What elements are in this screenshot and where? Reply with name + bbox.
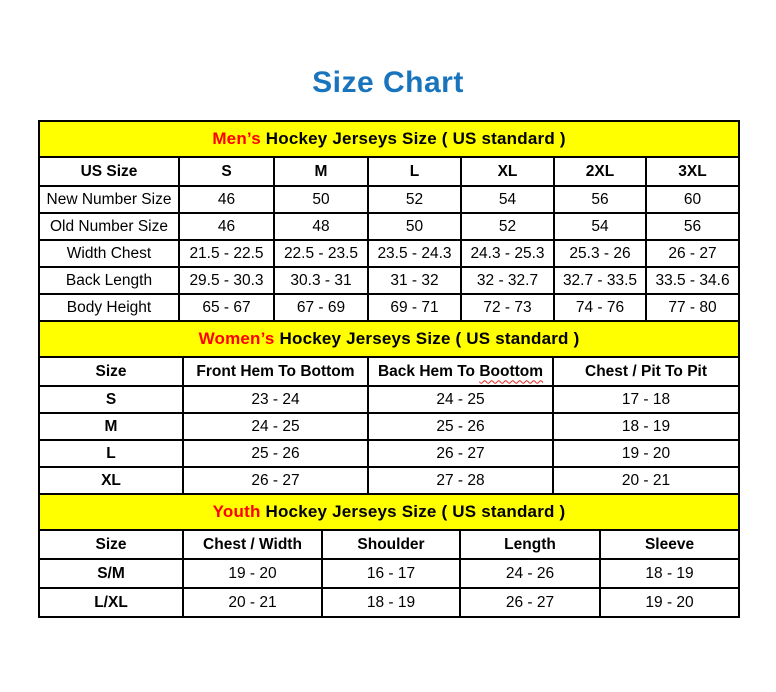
mens-table-caption <box>39 121 739 157</box>
size-value: 60 <box>646 186 739 213</box>
column-header <box>368 357 553 386</box>
table-row <box>39 559 739 588</box>
womens-table-body <box>39 386 739 494</box>
column-header: Length <box>460 530 600 559</box>
size-value: 32.7 - 33.5 <box>554 267 646 294</box>
youth-table-body <box>39 559 739 617</box>
size-value: 25 - 26 <box>183 440 368 467</box>
size-value: 48 <box>274 213 368 240</box>
youth-size-table <box>38 493 740 618</box>
size-value: 67 - 69 <box>274 294 368 321</box>
size-value: 46 <box>179 186 274 213</box>
row-label: M <box>39 413 183 440</box>
size-value: 25 - 26 <box>368 413 553 440</box>
table-row <box>39 386 739 413</box>
size-value: 77 - 80 <box>646 294 739 321</box>
table-row <box>39 467 739 494</box>
column-header: US Size <box>39 157 179 186</box>
page-title: Size Chart <box>312 66 464 99</box>
table-row <box>39 294 739 321</box>
size-value: 69 - 71 <box>368 294 461 321</box>
size-value: 23.5 - 24.3 <box>368 240 461 267</box>
size-value: 52 <box>461 213 554 240</box>
size-value: 19 - 20 <box>553 440 739 467</box>
size-value: 50 <box>368 213 461 240</box>
column-header: Front Hem To Bottom <box>183 357 368 386</box>
table-row <box>39 240 739 267</box>
size-value: 56 <box>646 213 739 240</box>
size-value: 18 - 19 <box>600 559 739 588</box>
size-value: 24.3 - 25.3 <box>461 240 554 267</box>
row-label: Body Height <box>39 294 179 321</box>
size-value: 31 - 32 <box>368 267 461 294</box>
mens-caption-row <box>39 121 739 157</box>
column-header: Chest / Width <box>183 530 322 559</box>
column-header: 2XL <box>554 157 646 186</box>
row-label: S/M <box>39 559 183 588</box>
table-row <box>39 588 739 617</box>
youth-caption-rest: Hockey Jerseys Size ( US standard ) <box>260 502 566 521</box>
column-header: Chest / Pit To Pit <box>553 357 739 386</box>
table-row <box>39 213 739 240</box>
column-header: S <box>179 157 274 186</box>
youth-table-caption <box>39 494 739 530</box>
size-value: 29.5 - 30.3 <box>179 267 274 294</box>
table-row <box>39 267 739 294</box>
size-value: 26 - 27 <box>646 240 739 267</box>
size-value: 16 - 17 <box>322 559 460 588</box>
womens-size-table <box>38 320 740 495</box>
size-value: 18 - 19 <box>553 413 739 440</box>
womens-caption-highlight: Women’s <box>198 329 275 348</box>
row-label: S <box>39 386 183 413</box>
table-row <box>39 186 739 213</box>
size-value: 26 - 27 <box>183 467 368 494</box>
size-value: 50 <box>274 186 368 213</box>
size-value: 17 - 18 <box>553 386 739 413</box>
column-header: Size <box>39 530 183 559</box>
row-label: New Number Size <box>39 186 179 213</box>
size-value: 27 - 28 <box>368 467 553 494</box>
size-value: 20 - 21 <box>183 588 322 617</box>
table-row <box>39 413 739 440</box>
column-header: Shoulder <box>322 530 460 559</box>
row-label: XL <box>39 467 183 494</box>
mens-header-row <box>39 157 739 186</box>
size-value: 30.3 - 31 <box>274 267 368 294</box>
row-label: L <box>39 440 183 467</box>
size-value: 25.3 - 26 <box>554 240 646 267</box>
column-header: XL <box>461 157 554 186</box>
size-value: 23 - 24 <box>183 386 368 413</box>
size-value: 54 <box>554 213 646 240</box>
column-header: L <box>368 157 461 186</box>
size-value: 24 - 26 <box>460 559 600 588</box>
size-value: 33.5 - 34.6 <box>646 267 739 294</box>
size-value: 19 - 20 <box>183 559 322 588</box>
column-header-text: Back Hem To <box>377 362 480 380</box>
size-value: 18 - 19 <box>322 588 460 617</box>
mens-size-table <box>38 120 740 322</box>
size-value: 21.5 - 22.5 <box>179 240 274 267</box>
youth-caption-highlight: Youth <box>212 502 261 521</box>
mens-caption-rest: Hockey Jerseys Size ( US standard ) <box>260 129 566 148</box>
size-value: 19 - 20 <box>600 588 739 617</box>
size-value: 20 - 21 <box>553 467 739 494</box>
size-value: 24 - 25 <box>183 413 368 440</box>
size-value: 26 - 27 <box>460 588 600 617</box>
size-value: 54 <box>461 186 554 213</box>
column-header: Size <box>39 357 183 386</box>
youth-header-row <box>39 530 739 559</box>
spellcheck-underlined-text: Boottom <box>479 362 544 380</box>
table-row <box>39 440 739 467</box>
row-label: L/XL <box>39 588 183 617</box>
size-value: 22.5 - 23.5 <box>274 240 368 267</box>
size-value: 32 - 32.7 <box>461 267 554 294</box>
row-label: Width Chest <box>39 240 179 267</box>
row-label: Old Number Size <box>39 213 179 240</box>
size-value: 74 - 76 <box>554 294 646 321</box>
size-value: 52 <box>368 186 461 213</box>
column-header: Sleeve <box>600 530 739 559</box>
mens-table-body <box>39 186 739 321</box>
size-value: 56 <box>554 186 646 213</box>
youth-caption-row <box>39 494 739 530</box>
size-tables-container <box>38 120 738 618</box>
size-value: 72 - 73 <box>461 294 554 321</box>
column-header: M <box>274 157 368 186</box>
womens-caption-rest: Hockey Jerseys Size ( US standard ) <box>274 329 580 348</box>
size-value: 46 <box>179 213 274 240</box>
mens-caption-highlight: Men’s <box>212 129 261 148</box>
womens-table-caption <box>39 321 739 357</box>
womens-header-row <box>39 357 739 386</box>
womens-caption-row <box>39 321 739 357</box>
size-value: 26 - 27 <box>368 440 553 467</box>
column-header: 3XL <box>646 157 739 186</box>
size-value: 65 - 67 <box>179 294 274 321</box>
size-value: 24 - 25 <box>368 386 553 413</box>
row-label: Back Length <box>39 267 179 294</box>
